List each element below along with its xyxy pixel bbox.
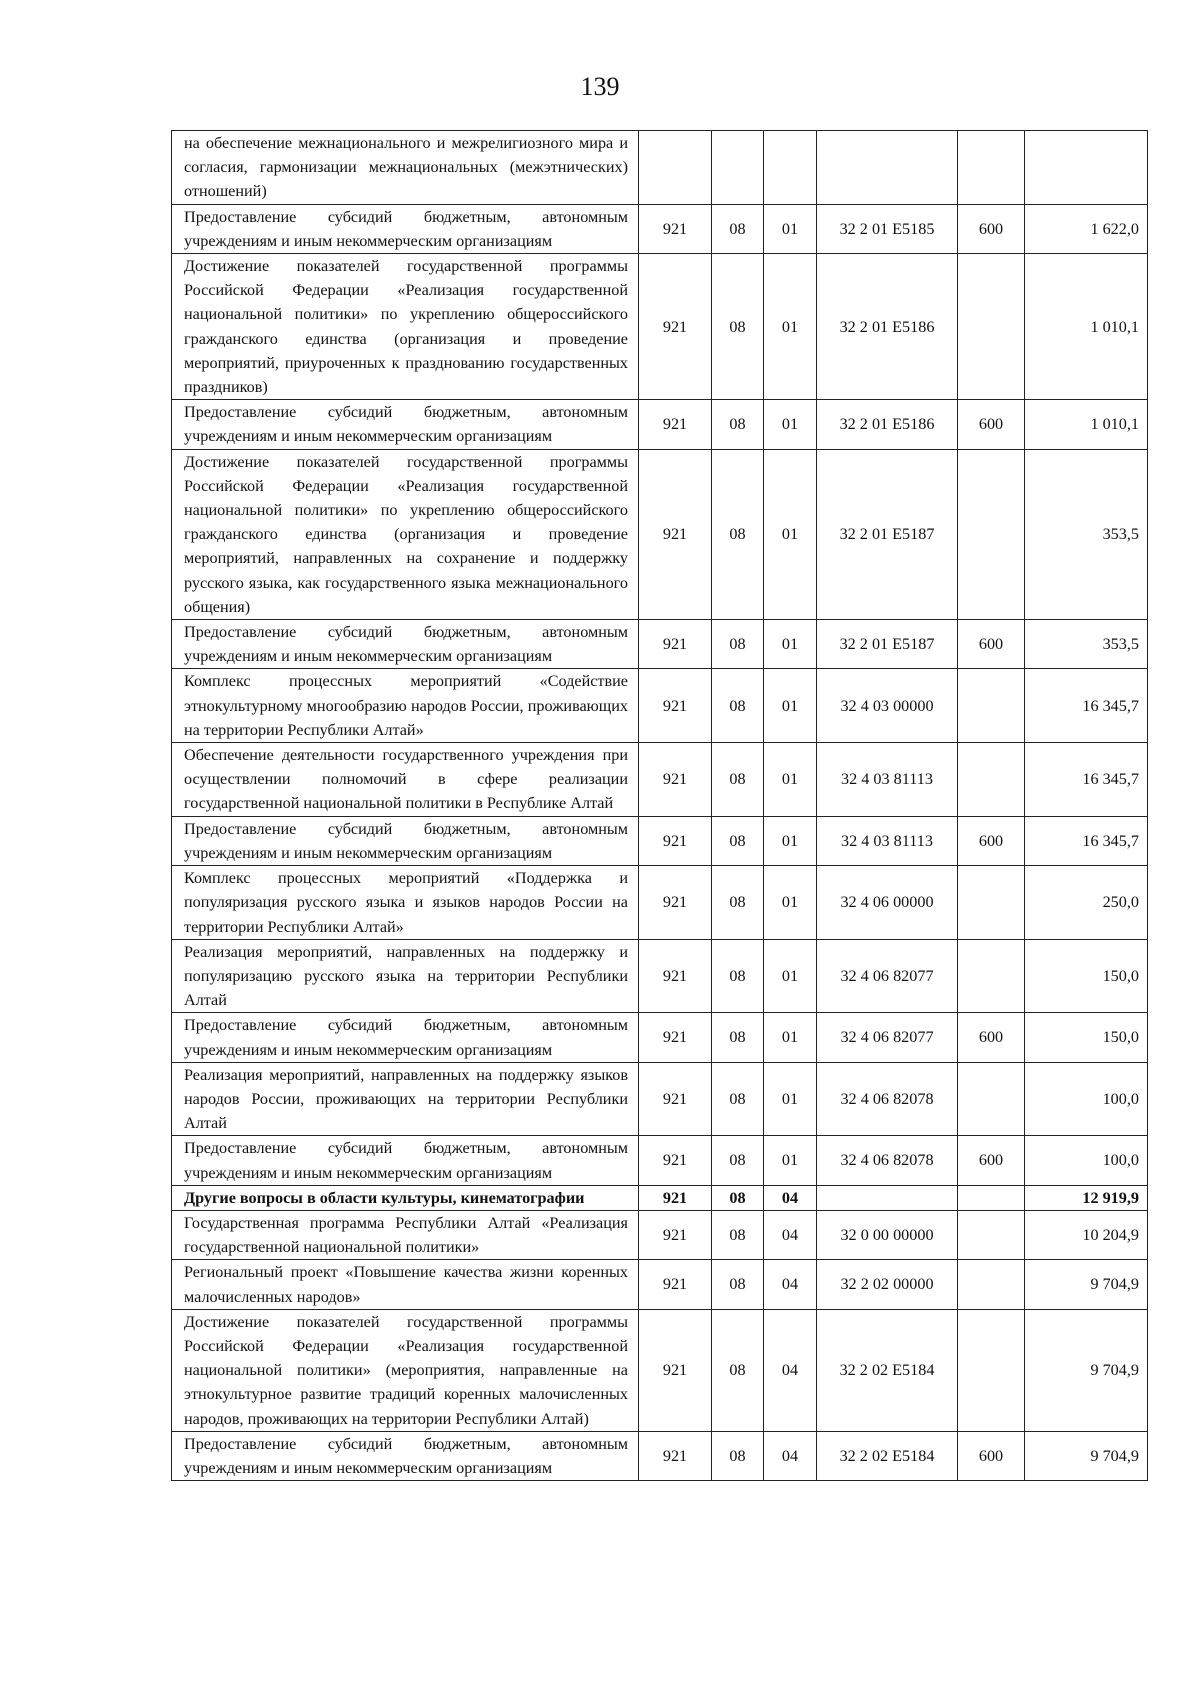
grbs-code-cell: 921 <box>639 939 712 1013</box>
section-code-cell: 08 <box>712 743 764 817</box>
table-row <box>172 1309 1148 1431</box>
description-cell: на обеспечение межнационального и межрелигиозного мира и согласия, гармонизации межнациональных (межэтнических) отношений) <box>172 131 639 205</box>
target-article-cell: 32 2 01 E5185 <box>817 204 958 253</box>
section-code-cell: 08 <box>712 816 764 865</box>
expense-type-cell <box>958 1062 1025 1136</box>
expense-type-cell: 600 <box>958 1013 1025 1062</box>
target-article-cell: 32 4 03 81113 <box>817 743 958 817</box>
section-code-cell <box>712 131 764 205</box>
target-article-cell: 32 0 00 00000 <box>817 1210 958 1259</box>
subsection-code-cell: 01 <box>764 816 817 865</box>
grbs-code-cell: 921 <box>639 743 712 817</box>
target-article-cell: 32 2 01 E5186 <box>817 254 958 400</box>
target-article-cell: 32 2 01 E5187 <box>817 449 958 619</box>
target-article-cell: 32 2 02 00000 <box>817 1260 958 1309</box>
table-row <box>172 400 1148 449</box>
amount-cell: 1 010,1 <box>1025 400 1148 449</box>
description-cell: Реализация мероприятий, направленных на поддержку языков народов России, проживающих на территории Республики Алтай <box>172 1062 639 1136</box>
grbs-code-cell: 921 <box>639 204 712 253</box>
expense-type-cell <box>958 669 1025 743</box>
section-code-cell: 08 <box>712 1260 764 1309</box>
target-article-cell: 32 2 01 E5186 <box>817 400 958 449</box>
section-code-cell: 08 <box>712 254 764 400</box>
expense-type-cell <box>958 743 1025 817</box>
subsection-code-cell <box>764 131 817 205</box>
section-code-cell: 08 <box>712 1062 764 1136</box>
subsection-code-cell: 01 <box>764 743 817 817</box>
amount-cell: 9 704,9 <box>1025 1309 1148 1431</box>
amount-cell: 353,5 <box>1025 449 1148 619</box>
subsection-code-cell: 01 <box>764 669 817 743</box>
expense-type-cell <box>958 254 1025 400</box>
description-cell: Комплекс процессных мероприятий «Содействие этнокультурному многообразию народов России, проживающих на территории Республики Алтай» <box>172 669 639 743</box>
expense-type-cell: 600 <box>958 204 1025 253</box>
description-cell: Комплекс процессных мероприятий «Поддержка и популяризация русского языка и языков народов России на территории Республики Алтай» <box>172 866 639 940</box>
grbs-code-cell: 921 <box>639 254 712 400</box>
target-article-cell: 32 4 06 82078 <box>817 1062 958 1136</box>
amount-cell: 150,0 <box>1025 939 1148 1013</box>
subsection-code-cell: 04 <box>764 1185 817 1210</box>
table-row <box>172 743 1148 817</box>
description-cell: Обеспечение деятельности государственного учреждения при осуществлении полномочий в сфере реализации государственной национальной политики в Республике Алтай <box>172 743 639 817</box>
description-cell: Предоставление субсидий бюджетным, автономным учреждениям и иным некоммерческим организациям <box>172 204 639 253</box>
description-cell: Предоставление субсидий бюджетным, автономным учреждениям и иным некоммерческим организациям <box>172 1013 639 1062</box>
amount-cell: 16 345,7 <box>1025 743 1148 817</box>
grbs-code-cell: 921 <box>639 1260 712 1309</box>
grbs-code-cell: 921 <box>639 1210 712 1259</box>
amount-cell: 150,0 <box>1025 1013 1148 1062</box>
table-row <box>172 1431 1148 1480</box>
table-row <box>172 620 1148 669</box>
expense-type-cell: 600 <box>958 620 1025 669</box>
amount-cell <box>1025 131 1148 205</box>
grbs-code-cell <box>639 131 712 205</box>
grbs-code-cell: 921 <box>639 400 712 449</box>
grbs-code-cell: 921 <box>639 1013 712 1062</box>
target-article-cell: 32 4 06 82077 <box>817 939 958 1013</box>
target-article-cell: 32 4 03 81113 <box>817 816 958 865</box>
section-code-cell: 08 <box>712 1185 764 1210</box>
expense-type-cell <box>958 1210 1025 1259</box>
subsection-code-cell: 01 <box>764 1136 817 1185</box>
grbs-code-cell: 921 <box>639 1185 712 1210</box>
section-code-cell: 08 <box>712 449 764 619</box>
amount-cell: 10 204,9 <box>1025 1210 1148 1259</box>
amount-cell: 16 345,7 <box>1025 669 1148 743</box>
table-body <box>172 131 1148 1481</box>
section-code-cell: 08 <box>712 204 764 253</box>
description-cell: Предоставление субсидий бюджетным, автономным учреждениям и иным некоммерческим организациям <box>172 816 639 865</box>
subsection-code-cell: 04 <box>764 1309 817 1431</box>
expense-type-cell: 600 <box>958 816 1025 865</box>
table-row <box>172 1260 1148 1309</box>
section-code-cell: 08 <box>712 1013 764 1062</box>
table-row <box>172 866 1148 940</box>
expense-type-cell <box>958 1185 1025 1210</box>
grbs-code-cell: 921 <box>639 816 712 865</box>
description-cell: Другие вопросы в области культуры, кинематографии <box>172 1185 639 1210</box>
expense-type-cell <box>958 1260 1025 1309</box>
table-row <box>172 939 1148 1013</box>
table-row <box>172 1185 1148 1210</box>
description-cell: Региональный проект «Повышение качества жизни коренных малочисленных народов» <box>172 1260 639 1309</box>
expense-type-cell <box>958 939 1025 1013</box>
subsection-code-cell: 01 <box>764 400 817 449</box>
grbs-code-cell: 921 <box>639 1062 712 1136</box>
description-cell: Достижение показателей государственной программы Российской Федерации «Реализация государственной национальной политики» по укреплению общероссийского гражданского единства (организация и проведение мероприятий, направленных на сохранение и поддержку русского языка, как государственного языка межнационального общения) <box>172 449 639 619</box>
section-code-cell: 08 <box>712 1210 764 1259</box>
grbs-code-cell: 921 <box>639 1309 712 1431</box>
table-row <box>172 449 1148 619</box>
subsection-code-cell: 01 <box>764 620 817 669</box>
table-row <box>172 254 1148 400</box>
amount-cell: 9 704,9 <box>1025 1431 1148 1480</box>
subsection-code-cell: 04 <box>764 1260 817 1309</box>
amount-cell: 12 919,9 <box>1025 1185 1148 1210</box>
table-row <box>172 1136 1148 1185</box>
expense-type-cell <box>958 866 1025 940</box>
section-code-cell: 08 <box>712 1136 764 1185</box>
section-code-cell: 08 <box>712 1431 764 1480</box>
target-article-cell: 32 4 06 82077 <box>817 1013 958 1062</box>
grbs-code-cell: 921 <box>639 669 712 743</box>
section-code-cell: 08 <box>712 1309 764 1431</box>
target-article-cell: 32 2 01 E5187 <box>817 620 958 669</box>
section-code-cell: 08 <box>712 866 764 940</box>
target-article-cell: 32 4 03 00000 <box>817 669 958 743</box>
description-cell: Предоставление субсидий бюджетным, автономным учреждениям и иным некоммерческим организациям <box>172 620 639 669</box>
amount-cell: 16 345,7 <box>1025 816 1148 865</box>
target-article-cell: 32 4 06 00000 <box>817 866 958 940</box>
table-row <box>172 204 1148 253</box>
grbs-code-cell: 921 <box>639 1136 712 1185</box>
subsection-code-cell: 04 <box>764 1210 817 1259</box>
table-row <box>172 131 1148 205</box>
amount-cell: 353,5 <box>1025 620 1148 669</box>
expense-type-cell: 600 <box>958 1136 1025 1185</box>
subsection-code-cell: 01 <box>764 866 817 940</box>
subsection-code-cell: 01 <box>764 939 817 1013</box>
target-article-cell: 32 4 06 82078 <box>817 1136 958 1185</box>
table-row <box>172 1210 1148 1259</box>
grbs-code-cell: 921 <box>639 449 712 619</box>
subsection-code-cell: 04 <box>764 1431 817 1480</box>
amount-cell: 250,0 <box>1025 866 1148 940</box>
description-cell: Достижение показателей государственной программы Российской Федерации «Реализация государственной национальной политики» по укреплению общероссийского гражданского единства (организация и проведение мероприятий, приуроченных к празднованию государственных праздников) <box>172 254 639 400</box>
amount-cell: 1 010,1 <box>1025 254 1148 400</box>
description-cell: Предоставление субсидий бюджетным, автономным учреждениям и иным некоммерческим организациям <box>172 1431 639 1480</box>
amount-cell: 9 704,9 <box>1025 1260 1148 1309</box>
amount-cell: 1 622,0 <box>1025 204 1148 253</box>
description-cell: Достижение показателей государственной программы Российской Федерации «Реализация государственной национальной политики» (мероприятия, направленные на этнокультурное развитие традиций коренных малочисленных народов, проживающих на территории Республики Алтай) <box>172 1309 639 1431</box>
subsection-code-cell: 01 <box>764 1062 817 1136</box>
grbs-code-cell: 921 <box>639 866 712 940</box>
grbs-code-cell: 921 <box>639 1431 712 1480</box>
subsection-code-cell: 01 <box>764 254 817 400</box>
target-article-cell <box>817 131 958 205</box>
table-row <box>172 1062 1148 1136</box>
expense-type-cell <box>958 449 1025 619</box>
amount-cell: 100,0 <box>1025 1062 1148 1136</box>
section-code-cell: 08 <box>712 669 764 743</box>
subsection-code-cell: 01 <box>764 1013 817 1062</box>
expense-type-cell: 600 <box>958 400 1025 449</box>
expense-type-cell <box>958 1309 1025 1431</box>
table-row <box>172 1013 1148 1062</box>
section-code-cell: 08 <box>712 400 764 449</box>
expense-type-cell: 600 <box>958 1431 1025 1480</box>
target-article-cell: 32 2 02 E5184 <box>817 1431 958 1480</box>
subsection-code-cell: 01 <box>764 204 817 253</box>
description-cell: Предоставление субсидий бюджетным, автономным учреждениям и иным некоммерческим организациям <box>172 400 639 449</box>
description-cell: Государственная программа Республики Алтай «Реализация государственной национальной политики» <box>172 1210 639 1259</box>
table-row <box>172 669 1148 743</box>
amount-cell: 100,0 <box>1025 1136 1148 1185</box>
budget-table <box>171 130 1148 1481</box>
expense-type-cell <box>958 131 1025 205</box>
section-code-cell: 08 <box>712 939 764 1013</box>
description-cell: Предоставление субсидий бюджетным, автономным учреждениям и иным некоммерческим организациям <box>172 1136 639 1185</box>
grbs-code-cell: 921 <box>639 620 712 669</box>
target-article-cell <box>817 1185 958 1210</box>
description-cell: Реализация мероприятий, направленных на поддержку и популяризацию русского языка на территории Республики Алтай <box>172 939 639 1013</box>
subsection-code-cell: 01 <box>764 449 817 619</box>
page-number: 139 <box>580 72 620 101</box>
section-code-cell: 08 <box>712 620 764 669</box>
target-article-cell: 32 2 02 E5184 <box>817 1309 958 1431</box>
table-row <box>172 816 1148 865</box>
